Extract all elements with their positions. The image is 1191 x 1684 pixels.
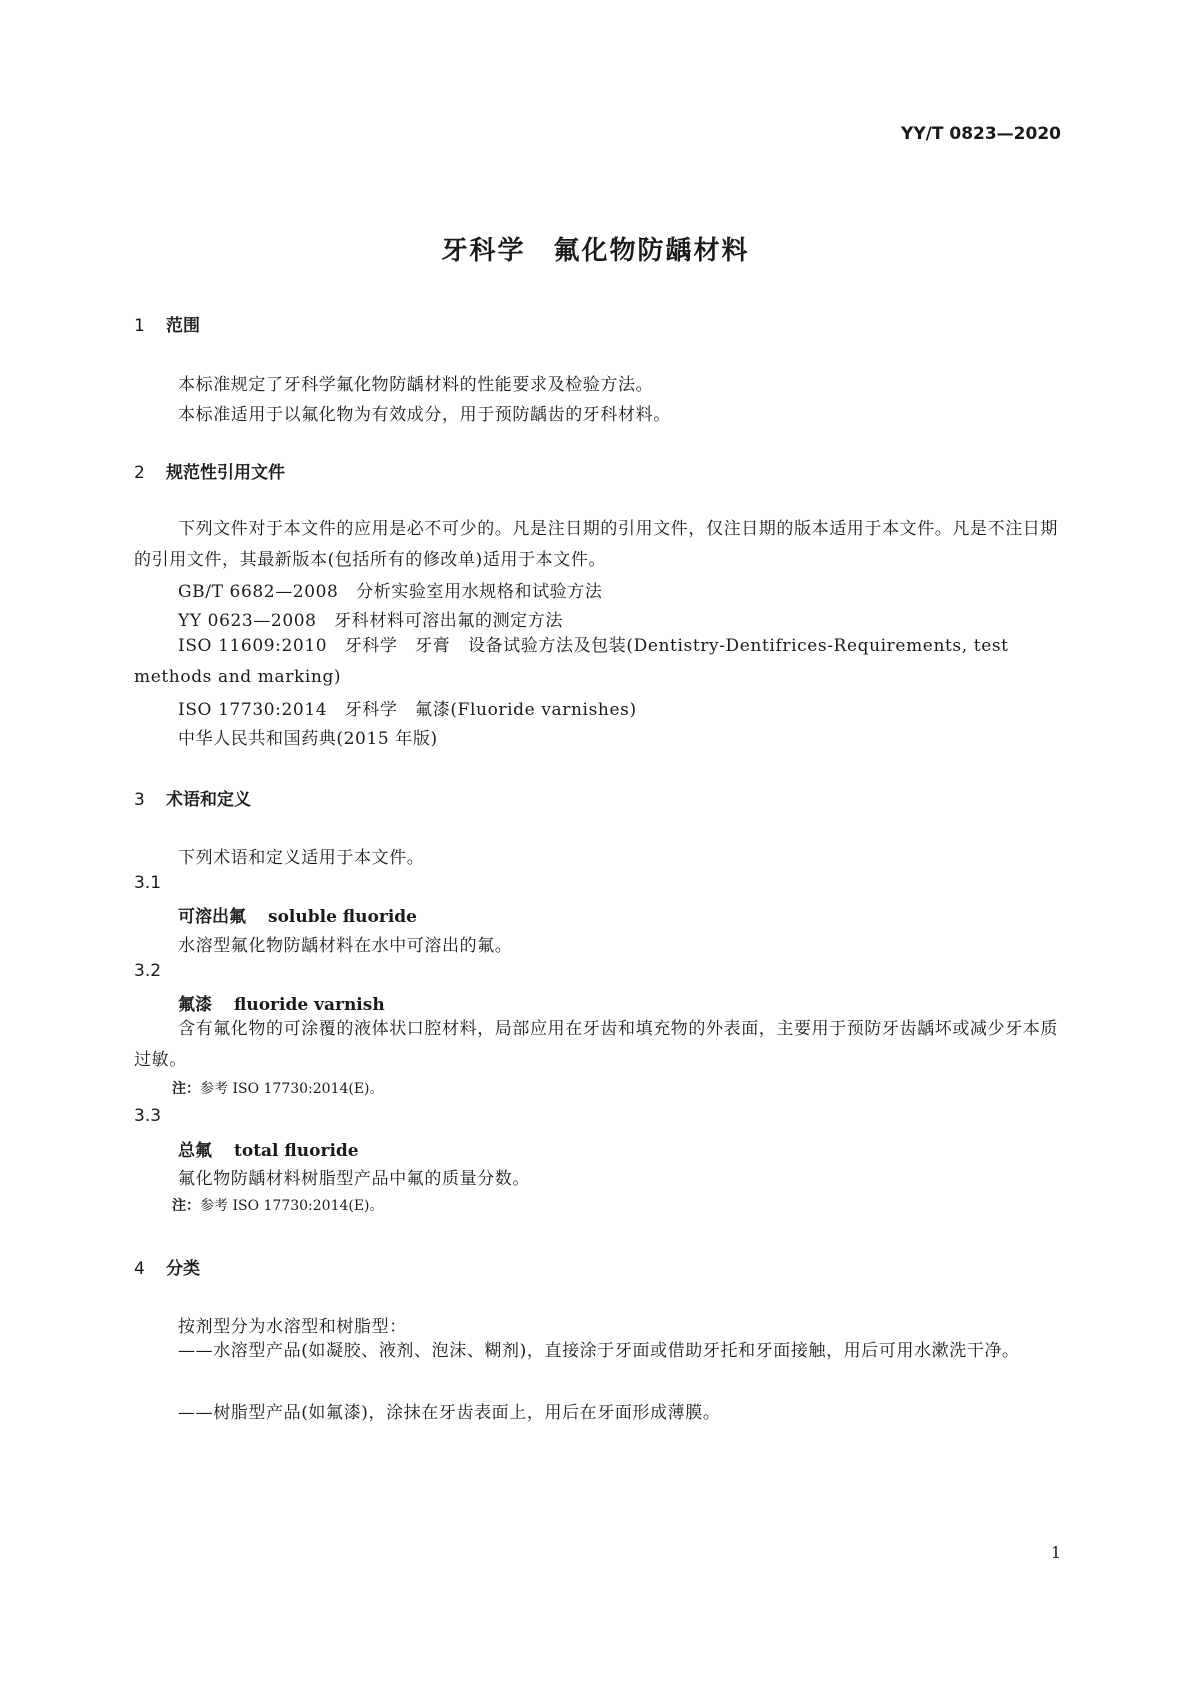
term-heading xyxy=(178,990,385,1015)
term-en: fluoride varnish xyxy=(234,995,385,1015)
term-zh: 总氟 xyxy=(178,1141,212,1161)
scope-paragraph-2: 本标准适用于以氟化物为有效成分，用于预防龋齿的牙科材料。 xyxy=(178,405,671,425)
section-number: 3 xyxy=(134,790,145,810)
references-intro: 下列文件对于本文件的应用是必不可少的。凡是注日期的引用文件，仅注日期的版本适用于本文件。凡是不注日期的引用文件，其最新版本(包括所有的修改单)适用于本文件。 xyxy=(134,519,1058,570)
section-number: 2 xyxy=(134,463,145,483)
note-text: 参考 ISO 17730:2014(E)。 xyxy=(200,1081,384,1097)
term-zh: 氟漆 xyxy=(178,995,212,1015)
reference-item: ISO 11609:2010 牙科学 牙膏 设备试验方法及包装(Dentistry-Dentifrices-Requirements, test methods and marking) xyxy=(134,636,1009,687)
page-number: 1 xyxy=(1050,1543,1061,1562)
section-title: 范围 xyxy=(166,316,200,336)
classification-intro: 按剂型分为水溶型和树脂型： xyxy=(178,1317,407,1337)
term-definition: 氟化物防龋材料树脂型产品中氟的质量分数。 xyxy=(178,1169,530,1189)
reference-item: ISO 17730:2014 牙科学 氟漆(Fluoride varnishes) xyxy=(178,700,637,720)
note-label: 注： xyxy=(172,1198,200,1214)
note-label: 注： xyxy=(172,1081,200,1097)
reference-item: 中华人民共和国药典(2015 年版) xyxy=(178,729,438,749)
section-title: 术语和定义 xyxy=(166,790,251,810)
classification-item: ——树脂型产品(如氟漆)，涂抹在牙齿表面上，用后在牙面形成薄膜。 xyxy=(178,1403,721,1423)
term-en: total fluoride xyxy=(234,1141,359,1161)
section-number: 4 xyxy=(134,1259,145,1279)
section-number: 1 xyxy=(134,316,145,336)
section-title: 分类 xyxy=(166,1259,200,1279)
reference-item: YY 0623—2008 牙科材料可溶出氟的测定方法 xyxy=(178,611,563,631)
document-title: 牙科学 氟化物防龋材料 xyxy=(441,236,750,266)
classification-item: ——水溶型产品(如凝胶、液剂、泡沫、糊剂)，直接涂于牙面或借助牙托和牙面接触，用后可用水漱洗干净。 xyxy=(178,1341,1020,1361)
scope-paragraph-1: 本标准规定了牙科学氟化物防龋材料的性能要求及检验方法。 xyxy=(178,375,654,395)
term-note xyxy=(172,1195,384,1215)
term-heading xyxy=(178,902,417,927)
term-note xyxy=(172,1078,384,1098)
section-1-heading xyxy=(134,311,200,336)
section-2-heading xyxy=(134,458,285,483)
reference-item: GB/T 6682—2008 分析实验室用水规格和试验方法 xyxy=(178,582,603,602)
term-en: soluble fluoride xyxy=(268,907,417,927)
term-definition: 水溶型氟化物防龋材料在水中可溶出的氟。 xyxy=(178,936,513,956)
term-zh: 可溶出氟 xyxy=(178,907,246,927)
section-3-heading xyxy=(134,785,251,810)
section-title: 规范性引用文件 xyxy=(166,463,285,483)
note-text: 参考 ISO 17730:2014(E)。 xyxy=(200,1198,384,1214)
terms-intro: 下列术语和定义适用于本文件。 xyxy=(178,848,425,868)
term-heading xyxy=(178,1136,359,1161)
standard-code: YY/T 0823—2020 xyxy=(901,124,1061,144)
term-number: 3.3 xyxy=(134,1106,162,1126)
term-number: 3.1 xyxy=(134,873,162,893)
section-4-heading xyxy=(134,1254,200,1279)
term-definition: 含有氟化物的可涂覆的液体状口腔材料，局部应用在牙齿和填充物的外表面，主要用于预防牙齿龋坏或减少牙本质过敏。 xyxy=(134,1019,1058,1070)
term-number: 3.2 xyxy=(134,961,162,981)
